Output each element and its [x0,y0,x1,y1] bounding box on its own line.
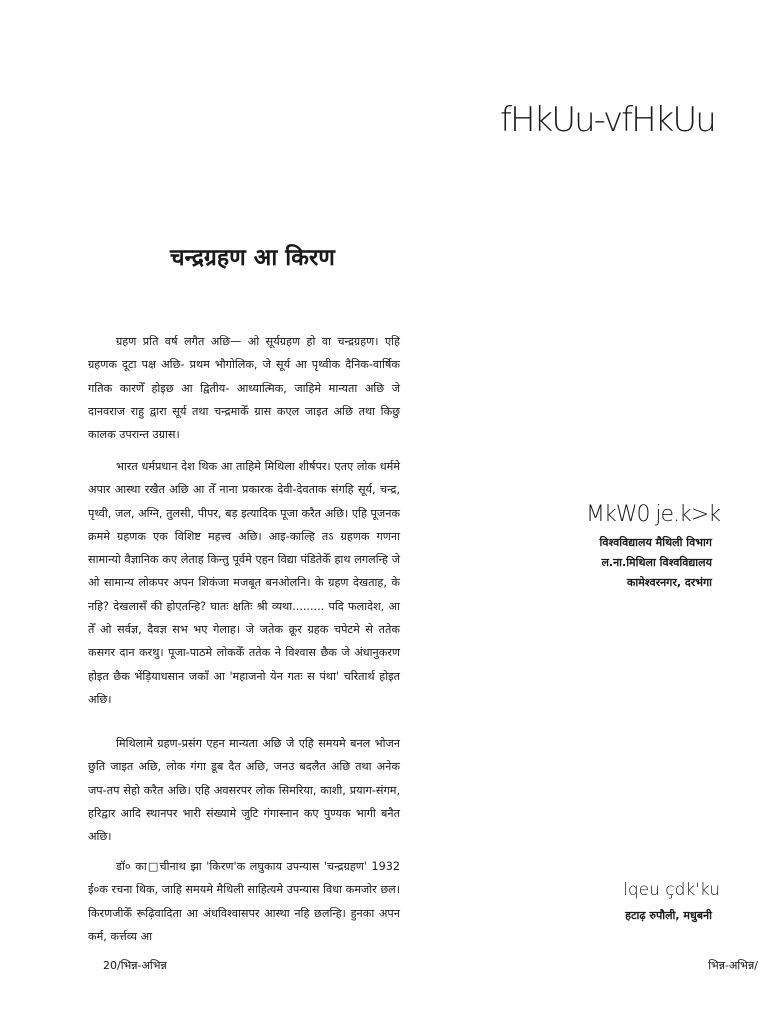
paragraph: ग्रहण प्रति वर्ष लगैत अछि— ओ सूर्यग्रहण हो वा चन्द्रग्रहण। एहि ग्रहणक दूटा पक्ष अछि- प्रथम भौगोलिक, जे सूर्य आ पृथ्वीक दैनिक-वार्षिक गतिक कारणेँ होइछ आ द्वितीय- आध्यात्मिक, जाहिमे मान्यता अछि जे दानवराज राहु द्वारा सूर्य तथा चन्द्रमाकेँ ग्रास कएल जाइत अछि तथा किछु कालक उपरान्त उग्रास। [88,335,400,442]
footer-page-number: 20/भिन्न-अभिन्न [103,959,167,972]
author-affiliation: विश्वविद्यालय मैथिली विभाग [599,536,712,549]
author-affiliation: ल.ना.मिथिला विश्वविद्यालय [601,556,712,569]
header-code-text: fHkUu-vfHkUu [500,100,715,140]
author-block [460,880,720,926]
author-address: कामेश्वरनगर, दरभंगा [626,576,712,589]
paragraph: डॉ० का□चीनाथ झा 'किरण'क लघुकाय उपन्यास 'चन्द्रग्रहण' 1932 ई०क रचना थिक, जाहि समयमे मैथिली साहित्यमे उपन्यास विधा कमजोर छल। किरणजीकेँ रूढ़िवादिता आ अंधविश्वासपर आस्था नहि छलन्हि। हुनका अपन कर्म, कर्त्तव्य आ [88,860,400,943]
paragraph: मिथिलामे ग्रहण-प्रसंग एहन मान्यता अछि जे एहि समयमे बनल भोजन छुति जाइत अछि, लोक गंगा डूब दैत अछि, जनउ बदलैत अछि तथा अनेक जप-तप सेहो करैत अछि। एहि अवसरपर लोक सिमरिया, काशी, प्रयाग-संगम, हरिद्वार आदि स्थानपर भारी संख्यामे जुटि गंगास्नान कए पुण्यक भागी बनैत अछि। [88,737,400,844]
author-name: lqeu çdk'ku [623,880,720,900]
article-title: चन्द्रग्रहण आ किरण [170,245,335,271]
author-address: हटाढ़ रुपौली, मधुबनी [625,909,712,922]
author-name: MkW0 je.k>k [585,502,720,527]
footer-running-title: भिन्न-अभिन्न/ [708,959,758,972]
author-block [460,502,720,593]
paragraph: भारत धर्मप्रधान देश थिक आ ताहिमे मिथिला शीर्षपर। एतए लोक धर्ममे अपार आस्था रखैत अछि आ तेँ नाना प्रकारक देवी-देवताक संगहि सूर्य, चन्द्र, पृथ्वी, जल, अग्नि, तुलसी, पीपर, बड़ इत्यादिक पूजा करैत अछि। एहि पूजनक क्रममे ग्रहणक एक विशिष्ट महत्त्व अछि। आइ-काल्हि तऽ ग्रहणक गणना सामान्यो वैज्ञानिक कए लेताह किन्तु पूर्वमे एहन विद्या पंडितेकेँ हाथ लगलन्हि जे ओ सामान्य लोकपर अपन शिकंजा मजबूत बनओलनि। के ग्रहण देखताह, के नहि? देखलासँ की होएतन्हि? घातः क्षतिः श्री व्यथा......... पदि फलादेश, आ तेँ ओ सर्वज्ञ, दैवज्ञ सभ भए गेलाह। जे जतेक क्रूर ग्रहक चपेटमे से ततेक कसगर दान करथु। पूजा-पाठमे लोककेँ ततेक ने विश्वास छैक जे अंधानुकरण होइत छैक भेंड़ियाधसान जकाँ आ 'महाजनो येन गतः स पंथा' चरितार्थ होइत अछि। [88,460,400,706]
